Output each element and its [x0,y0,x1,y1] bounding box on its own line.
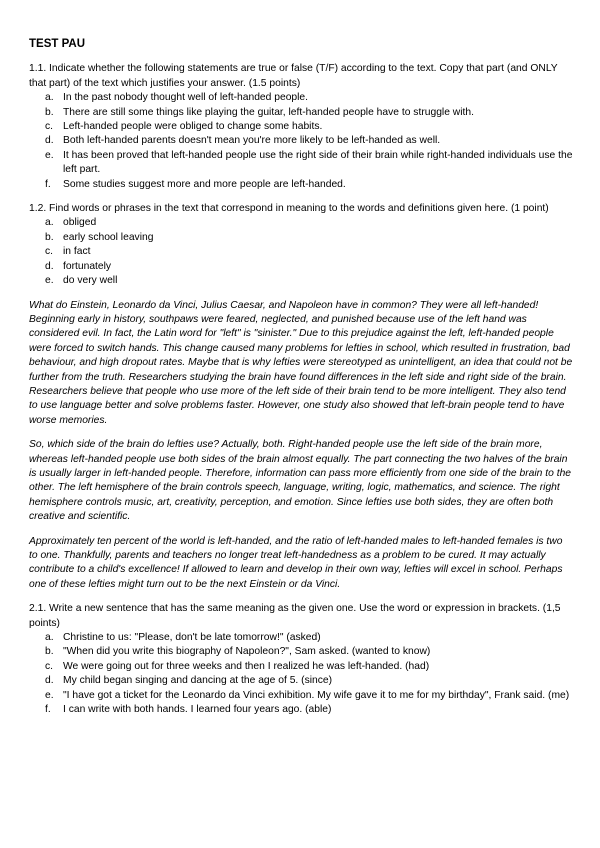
item-text: do very well [63,275,118,287]
reading-paragraph-3: Approximately ten percent of the world is left-handed, and the ratio of left-handed males to left-handed females is two to one. Thankfully, parents and teachers no longer treat left-handedness as a problem to be cured. It may actually contribute to a child's excellence! If allowed to learn and develop in their own way, lefties will excel in school. Perhaps one of these lefties might turn out to be the next Einstein or da Vinci. [29,535,563,590]
spacer [29,192,573,202]
section1-instruction: 1.1. Indicate whether the following statements are true or false (T/F) according to the text. Copy that part (and ONLY that part) of the text which justifies your answer. (1.5 points) [29,63,558,89]
list-item [29,91,573,105]
item-marker: f. [45,178,51,190]
item-text: Both left-handed parents doesn't mean you're more likely to be left-handed as well. [63,135,441,147]
item-text: It has been proved that left-handed people use the right side of their brain while right-handed individuals use the left part. [63,149,573,176]
item-text: in fact [63,246,91,258]
item-text: fortunately [63,260,112,272]
document-page [29,37,573,717]
list-item [29,149,573,178]
list-item [29,631,573,645]
item-marker: b. [45,231,54,243]
item-marker: d. [45,135,54,147]
page-title: TEST PAU [29,38,86,50]
section3-instruction: 2.1. Write a new sentence that has the same meaning as the given one. Use the word or expression in brackets. (1,5 points) [29,603,561,629]
item-marker: b. [45,646,54,658]
item-text: My child began singing and dancing at the age of 5. (since) [63,675,333,687]
list-item [29,689,573,703]
list-item [29,660,573,674]
list-item [29,120,573,134]
reading-paragraph-1: What do Einstein, Leonardo da Vinci, Julius Caesar, and Napoleon have in common? They were all left-handed! Beginning early in history, southpaws were feared, neglected, and punished because use of the left hand was considered evil. In fact, the Latin word for "left" is "sinister." Due to this prejudice against the left, left-handed people were forced to switch hands. This change caused many problems for lefties in school, which resulted in frustration, bad behaviour, and high dropout rates. Maybe that is why lefties were stereotyped as unintelligent, an idea that could not be further from the truth. Researchers studying the brain have found differences in the left side and right side of the brain. Researchers believe that people who use more of the left side of their brain tend to be more intelligent. They also tend to use language better and solve problems faster. However, one study also showed that left-brain people tend to have worse memories. [29,299,573,426]
list-item [29,703,573,717]
item-marker: d. [45,260,54,272]
item-marker: d. [45,675,54,687]
list-item [29,245,573,259]
item-text: We were going out for three weeks and then I realized he was left-handed. (had) [63,660,430,672]
item-text: There are still some things like playing the guitar, left-handed people have to struggle with. [63,106,474,118]
item-text: Christine to us: "Please, don't be late tomorrow!" (asked) [63,632,321,644]
item-marker: e. [45,149,54,161]
item-text: early school leaving [63,231,154,243]
item-text: I can write with both hands. I learned four years ago. (able) [63,704,332,716]
spacer [29,289,573,299]
list-item [29,106,573,120]
item-text: Some studies suggest more and more people are left-handed. [63,178,346,190]
item-text: Left-handed people were obliged to change some habits. [63,121,323,133]
section2-instruction: 1.2. Find words or phrases in the text that correspond in meaning to the words and definitions given here. (1 point) [29,203,549,215]
section2-list [29,216,573,288]
item-marker: e. [45,275,54,287]
list-item [29,260,573,274]
item-text: obliged [63,217,97,229]
list-item [29,645,573,659]
item-marker: c. [45,246,54,258]
item-marker: c. [45,121,54,133]
list-item [29,216,573,230]
list-item [29,231,573,245]
item-marker: f. [45,704,51,716]
item-marker: e. [45,689,54,701]
section3-list [29,631,573,717]
item-marker: a. [45,632,54,644]
list-item [29,134,573,148]
list-item [29,274,573,288]
item-text: In the past nobody thought well of left-handed people. [63,92,309,104]
list-item [29,674,573,688]
item-marker: a. [45,92,54,104]
item-marker: b. [45,106,54,118]
item-marker: c. [45,660,54,672]
list-item [29,178,573,192]
section1-list [29,91,573,192]
reading-paragraph-2: So, which side of the brain do lefties use? Actually, both. Right-handed people use the left side of the brain more, whereas left-handed people use both sides of the brain almost equally. The part connecting the two halves of the brain is usually larger in left-handed people. Therefore, information can pass more efficiently from one side of the brain to the other. The left hemisphere of the brain controls speech, language, writing, logic, mathematics, and science. The right hemisphere controls music, art, creativity, perception, and emotion. Since lefties use both sides, they are often both creative and scientific. [29,439,572,523]
item-marker: a. [45,217,54,229]
item-text: "When did you write this biography of Napoleon?", Sam asked. (wanted to know) [63,646,431,658]
item-text: "I have got a ticket for the Leonardo da Vinci exhibition. My wife gave it to me for my birthday", Frank said. (me) [63,689,570,701]
